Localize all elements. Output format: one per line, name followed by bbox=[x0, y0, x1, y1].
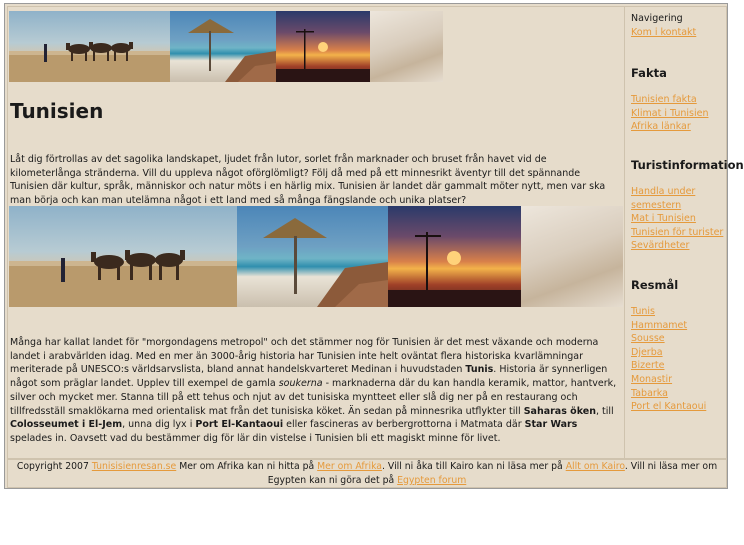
footer: Copyright 2007 Tunisisienresan.se Mer om Afrika kan ni hitta på Mer om Afrika. Vill ni åka till Kairo kan ni läsa mer på Allt om Kairo. Vill ni läsa mer om Egypten kan ni göra det på Egypten forum bbox=[7, 459, 727, 488]
link-monastir[interactable]: Monastir bbox=[631, 373, 673, 385]
link-sousse[interactable]: Sousse bbox=[631, 333, 665, 345]
link-tabarka[interactable]: Tabarka bbox=[631, 387, 668, 399]
sidebar-navigation bbox=[631, 12, 727, 39]
nav-heading: Navigering bbox=[631, 13, 683, 24]
link-for-turister[interactable]: Tunisien för turister bbox=[631, 226, 724, 238]
sidebar-section-turistinformation bbox=[631, 158, 744, 253]
link-mat[interactable]: Mat i Tunisien bbox=[631, 213, 696, 225]
section-heading: Turistinformation bbox=[631, 158, 744, 172]
link-handla[interactable]: Handla under semestern bbox=[631, 186, 696, 211]
highlight-star-wars: Star Wars bbox=[524, 419, 578, 431]
highlight-port-el-kantaoui: Port El-Kantaoui bbox=[195, 419, 284, 431]
link-djerba[interactable]: Djerba bbox=[631, 346, 663, 358]
intro-paragraph: Låt dig förtrollas av det sagolika landskapet, ljudet från lutor, sorlet från marknader och bruset från havet vid de kilometerlånga stränderna. Vill du uppleva något oförglömligt? Följ då med på ett minnesrikt äventyr till det spännande Tunisien där kultur, språk, människor och natur möts i en härlig mix. Tunisien är landet där gammalt möter nytt, men var ska man börja och kan man utelämna något i ett land med så många fängslande och unika platser? bbox=[10, 154, 606, 206]
link-klimat[interactable]: Klimat i Tunisien bbox=[631, 107, 709, 119]
link-tunis[interactable]: Tunis bbox=[631, 306, 655, 317]
link-sevardheter[interactable]: Sevärdheter bbox=[631, 240, 690, 252]
beach-umbrella-photo bbox=[170, 11, 276, 82]
link-afrika-lankar[interactable]: Afrika länkar bbox=[631, 121, 691, 133]
body-paragraph: Många har kallat landet för "morgondagens metropol" och det stämmer nog för Tunisien är det mest växande och moderna landet i arabvärlden idag. Med en mer än 3000-årig historia har Tunisien inte helt oväntat flera historiska kvarlämningar meriterade på UNESCO:s världsarvslista, bland annat handelskvarteret Medinan i huvudstaden Tunis. Historia är synnerligen något som präglar landet. Upplev till exempel de gamla soukerna - marknaderna där du kan handla keramik, mattor, hantverk, silver och mycket mer. Stanna till på ett tehus och njut av det tunisiska myntteet eller slå dig ner på en restaurang och tillfredsställ smaklökarna med orientalisk mat från det tunisiska köket. Än sedan på minnesrika utflykter till Saharas öken, till Colosseumet i El-Jem, unna dig lyx i Port El-Kantaoui eller fascineras av berbergrottorna i Matmata där Star Wars spelades in. Oavsett vad du bestämmer dig för lär din vistelse i Tunisien bli ett magiskt minne för livet. bbox=[10, 337, 617, 444]
camel-caravan-photo bbox=[9, 11, 170, 82]
highlight-tunis: Tunis bbox=[465, 364, 494, 376]
section-heading: Fakta bbox=[631, 66, 667, 80]
sunset-photo bbox=[388, 206, 521, 307]
link-hammamet[interactable]: Hammamet bbox=[631, 319, 688, 331]
nav-link-contact[interactable]: Kom i kontakt bbox=[631, 26, 697, 38]
footer-link-site[interactable]: Tunisisienresan.se bbox=[91, 461, 177, 472]
sand-dune-photo bbox=[370, 11, 443, 82]
sand-dune-photo bbox=[521, 206, 623, 307]
sidebar-section-resmal bbox=[631, 278, 727, 414]
sidebar-section-fakta bbox=[631, 66, 727, 134]
highlight-colosseum: Colosseumet i El-Jem bbox=[10, 419, 123, 431]
page-frame bbox=[4, 3, 744, 489]
sunset-photo bbox=[276, 11, 370, 82]
section-heading: Resmål bbox=[631, 278, 679, 292]
footer-link-egypten[interactable]: Egypten forum bbox=[397, 475, 467, 486]
link-tunisien-fakta[interactable]: Tunisien fakta bbox=[631, 94, 697, 105]
footer-link-kairo[interactable]: Allt om Kairo bbox=[565, 461, 625, 472]
footer-link-afrika[interactable]: Mer om Afrika bbox=[317, 461, 382, 472]
highlight-soukerna: soukerna bbox=[278, 378, 323, 390]
link-bizerte[interactable]: Bizerte bbox=[631, 360, 665, 372]
sidebar bbox=[624, 6, 744, 459]
beach-umbrella-photo bbox=[237, 206, 388, 307]
highlight-sahara: Saharas öken bbox=[523, 405, 596, 417]
link-port-el-kantaoui[interactable]: Port el Kantaoui bbox=[631, 401, 707, 413]
page-title: Tunisien bbox=[10, 99, 104, 123]
camel-caravan-photo bbox=[9, 206, 237, 307]
main-content bbox=[7, 6, 625, 459]
